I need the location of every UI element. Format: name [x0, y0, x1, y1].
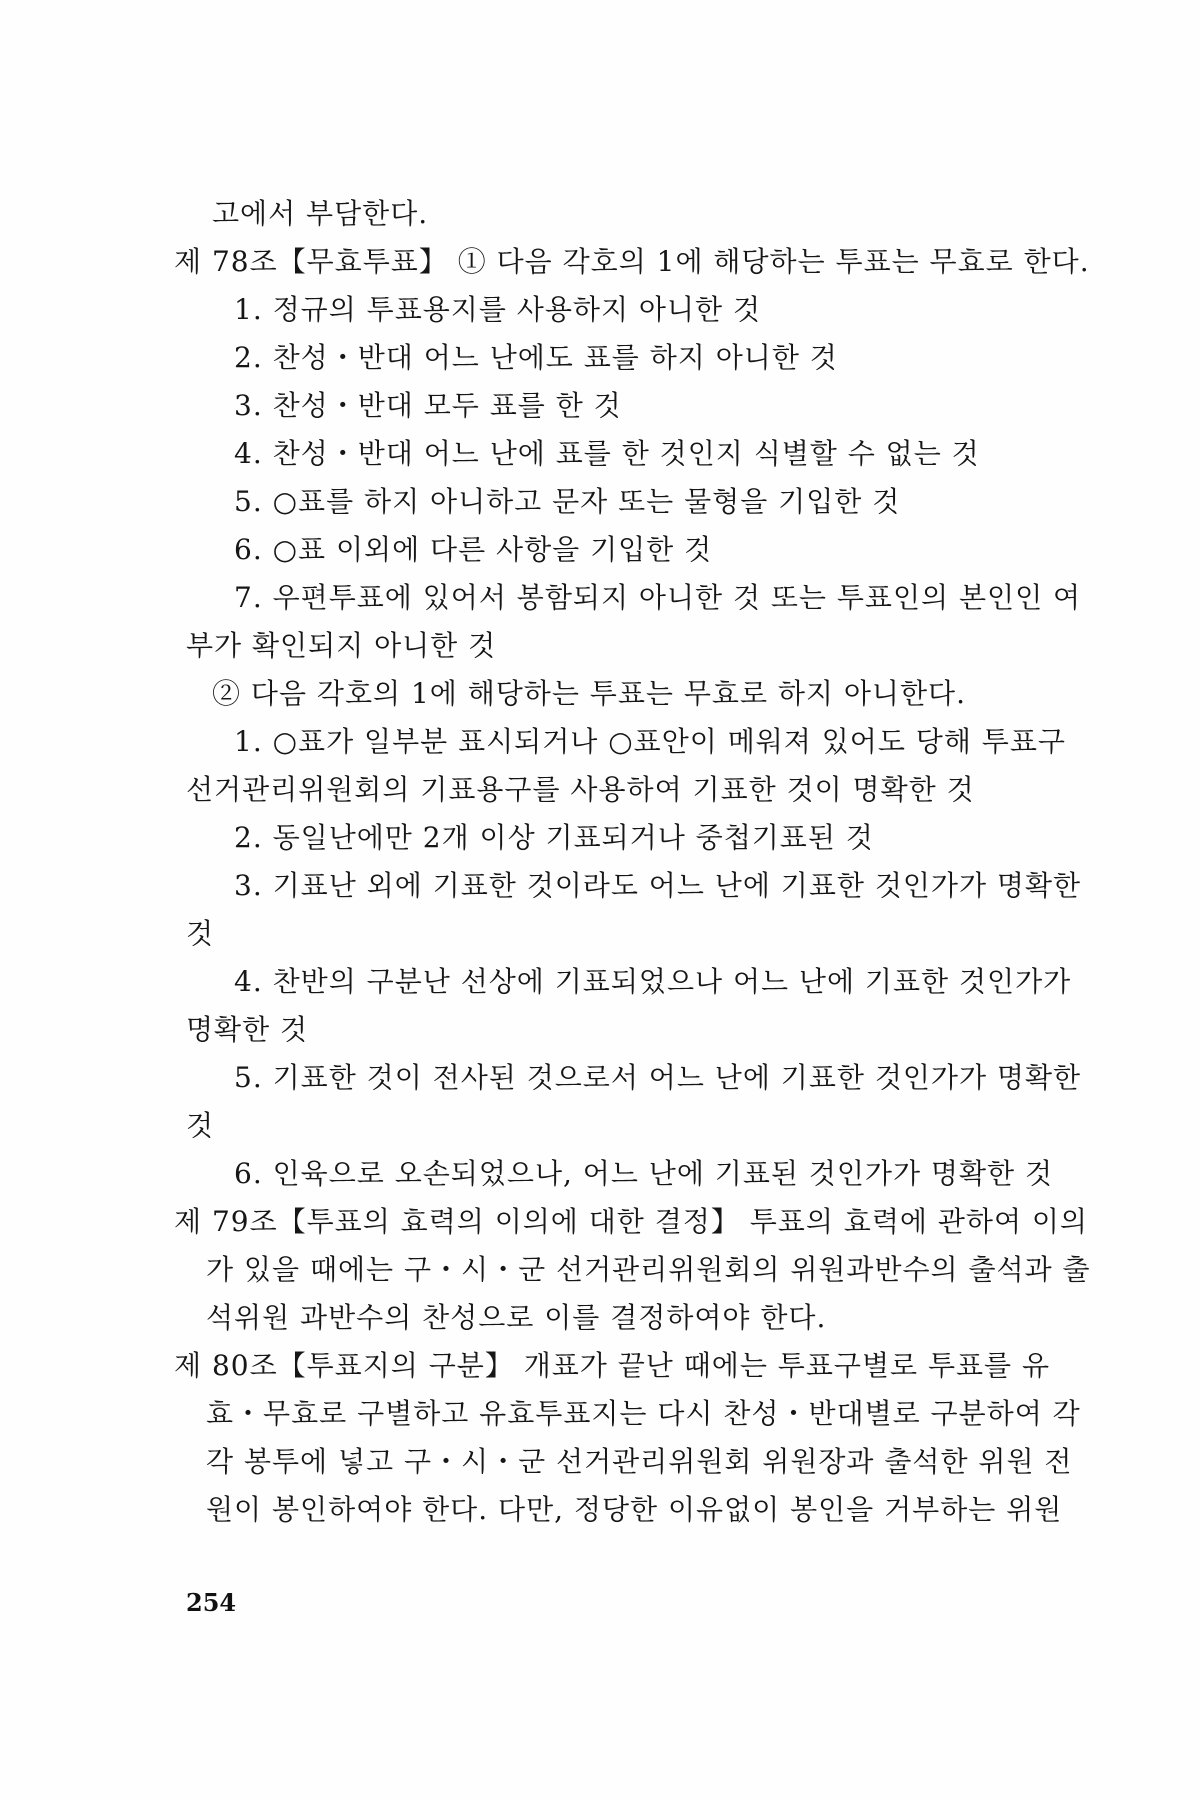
list-item: 6. 인육으로 오손되었으나, 어느 난에 기표된 것인가가 명확한 것	[234, 1157, 1054, 1190]
article-80-continuation: 각 봉투에 넣고 구・시・군 선거관리위원회 위원장과 출석한 위원 전	[206, 1445, 1073, 1478]
list-item: 2. 동일난에만 2개 이상 기표되거나 중첩기표된 것	[234, 821, 874, 854]
list-item: 5. ○표를 하지 아니하고 문자 또는 물형을 기입한 것	[234, 485, 901, 518]
list-item-continuation: 선거관리위원회의 기표용구를 사용하여 기표한 것이 명확한 것	[186, 773, 975, 806]
list-item-continuation: 명확한 것	[186, 1013, 309, 1046]
list-item-continuation: 것	[186, 1109, 215, 1142]
body-text	[174, 190, 1091, 1534]
text-line: 고에서 부담한다.	[212, 197, 429, 230]
list-item: 7. 우편투표에 있어서 봉함되지 아니한 것 또는 투표인의 본인인 여	[234, 581, 1082, 614]
article-79-continuation: 석위원 과반수의 찬성으로 이를 결정하여야 한다.	[206, 1301, 827, 1334]
article-79-heading: 제 79조【투표의 효력의 이의에 대한 결정】 투표의 효력에 관하여 이의	[174, 1205, 1088, 1238]
list-item: 1. 정규의 투표용지를 사용하지 아니한 것	[234, 293, 761, 326]
list-item-continuation: 것	[186, 917, 215, 950]
article-78-heading: 제 78조【무효투표】 ① 다음 각호의 1에 해당하는 투표는 무효로 한다.	[174, 245, 1090, 278]
list-item: 1. ○표가 일부분 표시되거나 ○표안이 메워져 있어도 당해 투표구	[234, 725, 1066, 758]
article-80-heading: 제 80조【투표지의 구분】 개표가 끝난 때에는 투표구별로 투표를 유	[174, 1349, 1051, 1382]
article-80-continuation: 효・무효로 구별하고 유효투표지는 다시 찬성・반대별로 구분하여 각	[206, 1397, 1081, 1430]
paragraph-2: ② 다음 각호의 1에 해당하는 투표는 무효로 하지 아니한다.	[212, 677, 966, 710]
list-item: 4. 찬성・반대 어느 난에 표를 한 것인지 식별할 수 없는 것	[234, 437, 980, 470]
list-item: 2. 찬성・반대 어느 난에도 표를 하지 아니한 것	[234, 341, 838, 374]
list-item: 6. ○표 이외에 다른 사항을 기입한 것	[234, 533, 713, 566]
list-item: 3. 기표난 외에 기표한 것이라도 어느 난에 기표한 것인가가 명확한	[234, 869, 1082, 902]
article-80-continuation: 원이 봉인하여야 한다. 다만, 정당한 이유없이 봉인을 거부하는 위원	[206, 1493, 1063, 1526]
list-item: 5. 기표한 것이 전사된 것으로서 어느 난에 기표한 것인가가 명확한	[234, 1061, 1082, 1094]
page-number: 254	[186, 1588, 237, 1617]
article-79-continuation: 가 있을 때에는 구・시・군 선거관리위원회의 위원과반수의 출석과 출	[206, 1253, 1091, 1286]
list-item: 3. 찬성・반대 모두 표를 한 것	[234, 389, 622, 422]
list-item: 4. 찬반의 구분난 선상에 기표되었으나 어느 난에 기표한 것인가가	[234, 965, 1072, 998]
list-item-continuation: 부가 확인되지 아니한 것	[186, 629, 497, 662]
